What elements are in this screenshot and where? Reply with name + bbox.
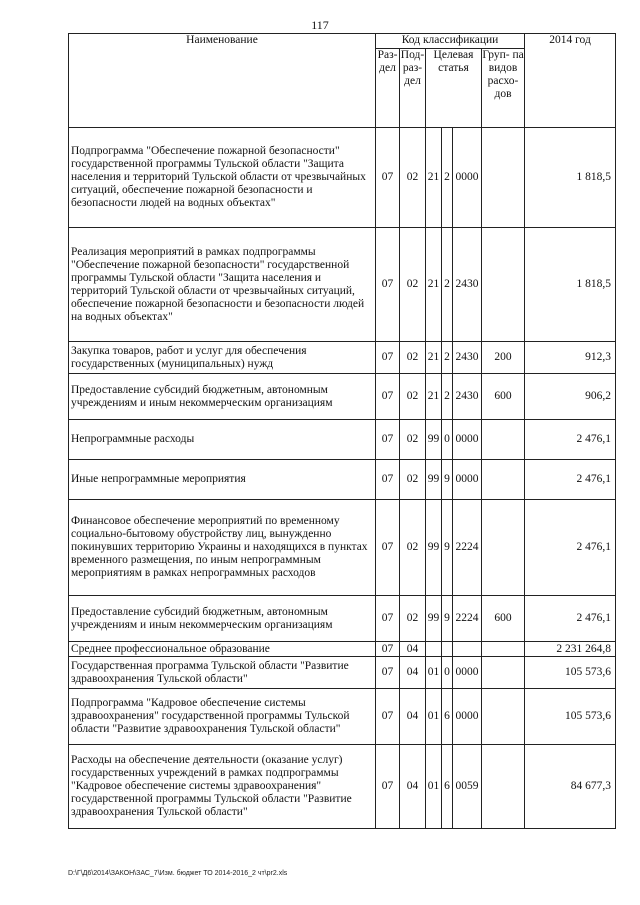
row-section: 07 [376, 342, 400, 374]
row-target-program: 99 [426, 596, 442, 642]
row-section: 07 [376, 420, 400, 460]
row-amount: 2 476,1 [525, 420, 616, 460]
row-target-subprogram: 0 [442, 657, 453, 689]
row-amount: 2 476,1 [525, 596, 616, 642]
row-section: 07 [376, 460, 400, 500]
row-name: Расходы на обеспечение деятельности (оказание услуг) государственных учреждений в рамках подпрограммы "Кадровое обеспечение системы здравоохранения" государственной программы Тульской области "Развитие здравоохранения Тульской области" [69, 745, 376, 829]
table-row [69, 228, 616, 342]
row-amount: 84 677,3 [525, 745, 616, 829]
row-target-subprogram: 6 [442, 689, 453, 745]
row-name: Закупка товаров, работ и услуг для обеспечения государственных (муниципальных) нужд [69, 342, 376, 374]
table-row [69, 596, 616, 642]
row-target-program: 21 [426, 374, 442, 420]
row-target-program: 99 [426, 420, 442, 460]
row-expense-group [482, 460, 525, 500]
row-subsection: 02 [400, 460, 426, 500]
table-row [69, 689, 616, 745]
row-target-subprogram: 2 [442, 342, 453, 374]
row-amount: 2 476,1 [525, 460, 616, 500]
header-section: Раз- дел [376, 49, 400, 128]
row-name: Непрограммные расходы [69, 420, 376, 460]
row-section: 07 [376, 689, 400, 745]
table-header [69, 34, 616, 128]
row-section: 07 [376, 500, 400, 596]
row-target-subprogram: 2 [442, 228, 453, 342]
row-target-subprogram: 2 [442, 374, 453, 420]
row-target-program: 21 [426, 342, 442, 374]
row-target-subprogram: 0 [442, 420, 453, 460]
row-target-direction: 0059 [453, 745, 482, 829]
row-target-program [426, 642, 442, 657]
table-row [69, 342, 616, 374]
table-row [69, 657, 616, 689]
row-section: 07 [376, 642, 400, 657]
table-row [69, 374, 616, 420]
table-row [69, 128, 616, 228]
row-expense-group: 600 [482, 374, 525, 420]
row-name: Иные непрограммные мероприятия [69, 460, 376, 500]
table-row [69, 500, 616, 596]
table-row [69, 642, 616, 657]
table-row [69, 460, 616, 500]
row-name: Подпрограмма "Обеспечение пожарной безопасности" государственной программы Тульской области "Защита населения и территорий Тульской области от чрезвычайных ситуаций, обеспечение пожарной безопасности и безопасности людей на водных объектах" [69, 128, 376, 228]
row-target-program: 99 [426, 500, 442, 596]
row-target-program: 21 [426, 228, 442, 342]
row-target-direction: 2430 [453, 374, 482, 420]
row-section: 07 [376, 374, 400, 420]
header-expense-group: Груп- па видов расхо- дов [482, 49, 525, 128]
row-expense-group [482, 128, 525, 228]
row-subsection: 02 [400, 374, 426, 420]
row-target-subprogram: 9 [442, 500, 453, 596]
row-target-subprogram: 2 [442, 128, 453, 228]
row-subsection: 04 [400, 657, 426, 689]
row-expense-group [482, 228, 525, 342]
row-subsection: 04 [400, 689, 426, 745]
row-amount: 912,3 [525, 342, 616, 374]
row-name: Предоставление субсидий бюджетным, автономным учреждениям и иным некоммерческим организациям [69, 596, 376, 642]
row-target-direction: 2430 [453, 342, 482, 374]
row-target-program: 99 [426, 460, 442, 500]
row-subsection: 02 [400, 228, 426, 342]
header-subsection: Под- раз- дел [400, 49, 426, 128]
row-subsection: 04 [400, 745, 426, 829]
row-target-direction: 2224 [453, 596, 482, 642]
row-target-direction: 0000 [453, 460, 482, 500]
row-amount: 2 476,1 [525, 500, 616, 596]
row-target-program: 01 [426, 745, 442, 829]
row-expense-group: 600 [482, 596, 525, 642]
page-number: 117 [311, 18, 329, 32]
row-expense-group [482, 500, 525, 596]
row-section: 07 [376, 745, 400, 829]
row-target-direction: 0000 [453, 657, 482, 689]
row-expense-group [482, 745, 525, 829]
row-amount: 105 573,6 [525, 689, 616, 745]
row-target-direction: 0000 [453, 128, 482, 228]
row-subsection: 02 [400, 342, 426, 374]
row-target-direction: 2430 [453, 228, 482, 342]
row-name: Финансовое обеспечение мероприятий по временному социально-бытовому обустройству лиц, вынужденно покинувших территорию Украины и находящихся в пунктах временного размещения, по иным непрограммным мероприятиям в рамках непрограммных расходов [69, 500, 376, 596]
row-expense-group: 200 [482, 342, 525, 374]
row-subsection: 02 [400, 420, 426, 460]
row-amount: 1 818,5 [525, 228, 616, 342]
row-target-subprogram: 6 [442, 745, 453, 829]
row-amount: 2 231 264,8 [525, 642, 616, 657]
row-name: Государственная программа Тульской области "Развитие здравоохранения Тульской области" [69, 657, 376, 689]
row-target-subprogram: 9 [442, 596, 453, 642]
table-row [69, 420, 616, 460]
header-name: Наименование [69, 34, 376, 128]
row-target-program: 21 [426, 128, 442, 228]
table-body [69, 128, 616, 829]
row-target-direction: 2224 [453, 500, 482, 596]
row-target-direction: 0000 [453, 689, 482, 745]
row-section: 07 [376, 657, 400, 689]
row-section: 07 [376, 596, 400, 642]
row-target-subprogram: 9 [442, 460, 453, 500]
header-year: 2014 год [525, 34, 616, 128]
row-expense-group [482, 642, 525, 657]
row-section: 07 [376, 228, 400, 342]
row-subsection: 02 [400, 128, 426, 228]
row-amount: 906,2 [525, 374, 616, 420]
row-subsection: 02 [400, 596, 426, 642]
header-target-item: Целевая статья [426, 49, 482, 128]
row-expense-group [482, 657, 525, 689]
row-expense-group [482, 689, 525, 745]
row-amount: 1 818,5 [525, 128, 616, 228]
row-name: Предоставление субсидий бюджетным, автономным учреждениям и иным некоммерческим организациям [69, 374, 376, 420]
file-path-footer: D:\Г\Д6\2014\ЗАКОН\ЗАС_7\Изм. бюджет ТО 2014-2016_2 чт\pr2.xls [68, 870, 288, 877]
row-expense-group [482, 420, 525, 460]
header-classification: Код классификации [376, 34, 525, 49]
row-amount: 105 573,6 [525, 657, 616, 689]
row-target-direction [453, 642, 482, 657]
row-target-program: 01 [426, 689, 442, 745]
row-section: 07 [376, 128, 400, 228]
row-subsection: 02 [400, 500, 426, 596]
row-name: Среднее профессиональное образование [69, 642, 376, 657]
budget-table [68, 33, 616, 829]
row-name: Реализация мероприятий в рамках подпрограммы "Обеспечение пожарной безопасности" государственной программы Тульской области "Защита населения и территорий Тульской области от чрезвычайных ситуаций, обеспечение пожарной безопасности и безопасности людей на водных объектах" [69, 228, 376, 342]
table-row [69, 745, 616, 829]
row-target-direction: 0000 [453, 420, 482, 460]
row-name: Подпрограмма "Кадровое обеспечение системы здравоохранения" государственной программы Тульской области "Развитие здравоохранения Тульской области" [69, 689, 376, 745]
row-target-program: 01 [426, 657, 442, 689]
row-target-subprogram [442, 642, 453, 657]
row-subsection: 04 [400, 642, 426, 657]
